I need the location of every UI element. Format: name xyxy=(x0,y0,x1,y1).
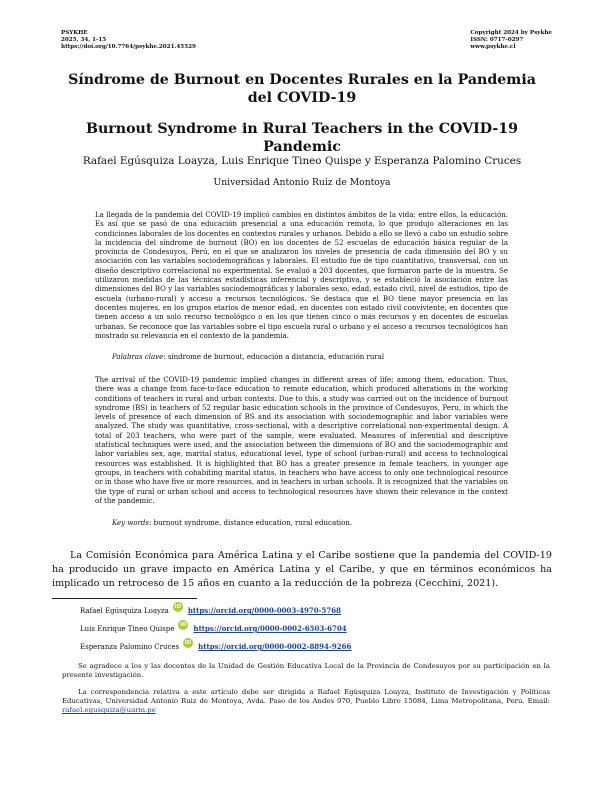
orcid-entry xyxy=(80,624,347,634)
footnote-divider xyxy=(52,598,197,599)
abstract-english: The arrival of the COVID-19 pandemic implied changes in different areas of life; among them, education. Thus, there was a change from face-to-face education to remote education, which produced alterations in the working conditions of teachers in rural and urban contexts. Due to this, a study was carried out on the incidence of burnout syndrome (BS) in teachers of 52 regular basic education schools in the province of Condesuyos, Peru, in which the levels of presence of each dimension of BS and its association with sociodemographic and labor variables were analyzed. The study was quantitative, cross-sectional, with a descriptive correlational non-experimental design. A total of 203 teachers, who were part of the sample, were evaluated. Measures of inferential and descriptive statistical techniques were used, and the association between the dimensions of BO and the sociodemographic and labor variables sex, age, marital status, educational level, type of school (urban-rural) and access to technological resources was established. It is highlighted that BO has a greater presence in female teachers, in younger age groups, in teachers with cohabiting marital status, in teachers who have access to only one technological resource or in those who have five or more resources, and in teachers in urban schools. It is recognized that the variables on the type of rural or urban school and access to technological resources have shown their relevance in the context of the pandemic. xyxy=(95,376,508,505)
copyright-text: Copyright 2024 by Psykhe xyxy=(470,30,552,36)
doi-text[interactable]: https://doi.org/10.7764/psykhe.2021.45529 xyxy=(61,44,196,51)
author-list: Rafael Egúsquiza Loayza, Luis Enrique Tineo Quispe y Esperanza Palomino Cruces xyxy=(82,155,522,167)
journal-name: PSYKHE xyxy=(61,30,88,36)
keywords-label: Palabras clave xyxy=(112,353,164,361)
orcid-link[interactable]: https://orcid.org/0000-0003-4970-5768 xyxy=(187,606,341,615)
affiliation: Universidad Antonio Ruiz de Montoya xyxy=(213,177,391,188)
title-english: Burnout Syndrome in Rural Teachers in the COVID-19 Pandemic xyxy=(85,121,518,155)
abstract-spanish: La llegada de la pandemia del COVID-19 implicó cambios en distintos ámbitos de la vida; entre ellos, la educación. Es así que se pasó de una educación presencial a una educación remota, lo que produjo alteraciones en las condiciones laborales de los docentes en contextos rurales y urbanos. Debido a ello se llevó a cabo un estudio sobre la incidencia del síndrome de burnout (BO) en los docentes de 52 escuelas de educación básica regular de la provincia de Condesuyos, Perú, en el que se analizaron los niveles de presencia de cada dimensión del BO y su asociación con las variables sociodemográficas y laborales. El estudio fue de tipo cuantitativo, transversal, con un diseño descriptivo correlacional no experimental. Se evaluó a 203 docentes, que formaron parte de la muestra. Se utilizaron medidas de las técnicas estadísticas inferencial y descriptiva, y se estableció la asociación entre las dimensiones del BO y las variables sociodemográficas y laborales sexo, edad, estado civil, nivel de estudios, tipo de escuela (urbano-rural) y acceso a recursos tecnológicos. Se destaca que el BO tiene mayor presencia en las docentes mujeres, en los grupos etarios de menor edad, en docentes con estado civil conviviente, en docentes que tienen acceso a un solo recurso tecnológico o en los que tienen cinco o más recursos y en docentes de escuelas urbanas. Se reconoce que las variables sobre el tipo escuela rural o urbano y el acceso a recursos tecnológicos han mostrado su relevancia en el contexto de la pandemia. xyxy=(95,211,508,340)
title-spanish: Síndrome de Burnout en Docentes Rurales en la Pandemia del COVID-19 xyxy=(68,72,536,106)
orcid-icon[interactable]: iD xyxy=(184,640,192,646)
orcid-entry xyxy=(80,642,351,652)
orcid-entry xyxy=(80,606,341,616)
orcid-icon[interactable]: iD xyxy=(180,622,187,628)
correspondence-text: La correspondencia relativa a este artículo debe ser dirigida a Rafael Egúsquiza Loayza, Instituto de Investigación y Políticas Educativas, Universidad Antonio Ruiz de Montoya, Avda. Paso de los Andes 970, Pueblo Libre 15084, Lima Metropolitana, Perú. Email: xyxy=(62,688,550,706)
author-name: Luis Enrique Tineo Quispe xyxy=(80,625,175,633)
orcid-link[interactable]: https://orcid.org/0000-0002-6503-6704 xyxy=(193,624,347,633)
keywords-spanish xyxy=(112,353,512,362)
email-link[interactable]: rafael.egusquiza@uarm.pe xyxy=(62,706,156,715)
orcid-icon[interactable]: iD xyxy=(174,604,182,610)
journal-website[interactable]: www.psykhe.cl xyxy=(470,44,516,51)
author-name: Rafael Egúsquiza Loayza xyxy=(80,607,169,615)
keywords-label: Key words xyxy=(112,519,149,527)
keywords-english xyxy=(112,519,512,528)
journal-header-right xyxy=(470,30,552,52)
journal-volume: 2025, 34, 1-15 xyxy=(61,37,107,44)
orcid-link[interactable]: https://orcid.org/0000-0002-8894-9266 xyxy=(198,642,352,651)
intro-paragraph: La Comisión Económica para América Latina y el Caribe sostiene que la pandemia del COVID-19 ha producido un grave impacto en América Latina y el Caribe, y que en términos económicos ha implicado un retroceso de 15 años en cuanto a la reducción de la pobreza (Cecchini, 2021). xyxy=(52,550,552,590)
keywords-text: : burnout syndrome, distance education, rural education. xyxy=(149,519,353,527)
correspondence-note xyxy=(62,688,550,716)
issn-text: ISSN: 0717-0297 xyxy=(470,37,524,44)
author-name: Esperanza Palomino Cruces xyxy=(80,643,180,651)
journal-header-left xyxy=(61,30,196,52)
keywords-text: : síndrome de burnout, educación a distancia, educación rural xyxy=(163,353,385,361)
acknowledgment-note: Se agradece a los y las docentes de la Unidad de Gestión Educativa Local de la Provincia de Condesuyos por su participación en la presente investigación. xyxy=(62,662,550,680)
